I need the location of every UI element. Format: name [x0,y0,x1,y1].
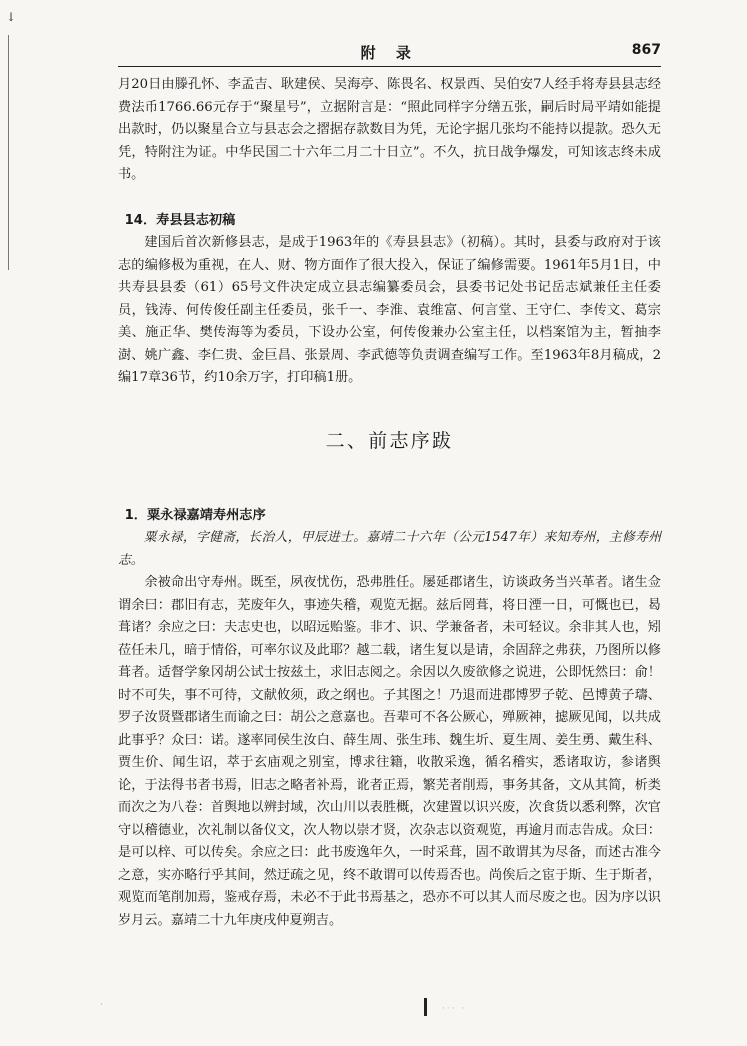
preface-body: 余被命出守寿州。既至，夙夜忧伤，恐弗胜任。屡延郡诸生，访谈政务当兴革者。诸生佥谓余曰：郡旧有志，芜废年久，事迹失稽，观览无据。兹后罔葺，将日湮一日，可慨也已，曷葺诸？余应之曰：夫志史也，以昭远贻鉴。非才、识、学兼备者，未可轻议。余非其人也，矧莅任未几，暗于情俗，可率尔议及此耶？越二载，诸生复以是请，余固辞之弗获，乃图所以修葺者。适督学象冈胡公试士按兹土，求旧志阅之。余因以久废欲修之说进，公即怃然曰：俞！时不可失，事不可待，文献攸须，政之纲也。子其图之！乃退而进郡博罗子乾、邑博黄子璹、罗子汝贤暨郡诸生而谕之曰：胡公之意嘉也。吾辈可不各公厥心，殚厥神，摅厥见闻，以共成此事乎？众曰：诺。遂率同侯生汝白、薛生周、张生玮、魏生圻、夏生周、姜生勇、戴生科、贾生价、闻生诏，萃于玄庙观之别室，博求往籍，收散采逸，循名稽实，悉诸取访，参诸舆论，于法得书者书焉，旧志之略者补焉，讹者正焉，繁芜者削焉，事务其备，文从其简，析类而次之为八卷：首舆地以辨封域，次山川以表胜概，次建置以识兴废，次食货以悉利弊，次官守以稽德业，次礼制以备仪文，次人物以崇才贤，次杂志以资观览，再逾月而志告成。众曰：是可以梓、可以传矣。余应之曰：此书废逸年久，一时采葺，固不敢谓其为尽备，而述古准今之意，实亦略行乎其间，然迂疏之见，终不敢谓可以传焉否也。尚俟后之宦于斯、生于斯者，观览而笔削加焉，鉴戒存焉，未必不于此书焉基之，恐亦不可以其人而尽废之也。因为序以识岁月云。嘉靖二十九年庚戌仲夏朔吉。 [118,575,661,928]
author-note: 粟永禄，字健斋，长治人，甲辰进士。嘉靖二十六年（公元1547年）来知寿州，主修寿州志。 [118,530,661,568]
footer-mark [424,998,427,1016]
continuation-paragraph: 月20日由滕孔怀、李孟吉、耿建侯、吴海亭、陈畏名、权景西、吴伯安7人经手将寿县县志经费法币1766.66元存于“聚星号”，立据附言是：“照此同样字分缮五张，嗣后时局平靖如能提出款时，仍以聚星合立与县志会之摺据存款数目为凭，无论字据几张均不能持以提款。恐久无凭，特附注为证。中华民国二十六年二月二十日立”。不久，抗日战争爆发，可知该志终未成书。 [118,77,661,182]
binding-rule [8,35,9,270]
section-14-body: 建国后首次新修县志，是成于1963年的《寿县县志》（初稿）。其时，县委与政府对于该志的编修极为重视，在人、财、物方面作了很大投入，保证了编修需要。1961年5月1日，中共寿县县委（61）65号文件决定成立县志编纂委员会，县委书记处书记岳志斌兼任主任委员，钱涛、何传俊任副主任委员，张千一、李淮、袁维富、何言堂、王守仁、李传文、葛宗美、施正华、樊传海等为委员，下设办公室，何传俊兼办公室主任，以档案馆为主，暂抽李澍、姚广鑫、李仁贵、金巨昌、张景周、李武德等负责调查编写工作。至1963年8月稿成，2编17章36节，约10余万字，打印稿1册。 [118,235,661,385]
scan-speck: · [100,1000,103,1010]
section-heading-1: 1．粟永禄嘉靖寿州志序 [124,507,266,523]
binding-mark: ↓ [6,10,17,24]
section-heading-14: 14．寿县县志初稿 [124,212,236,228]
running-header [118,42,661,64]
header-rule [118,66,661,67]
page-number: 867 [631,42,661,58]
scan-smudge: ··· · [442,1004,467,1014]
page-content [118,74,661,932]
chapter-title: 二、前志序跋 [325,429,454,452]
header-title: 附 录 [360,44,419,62]
